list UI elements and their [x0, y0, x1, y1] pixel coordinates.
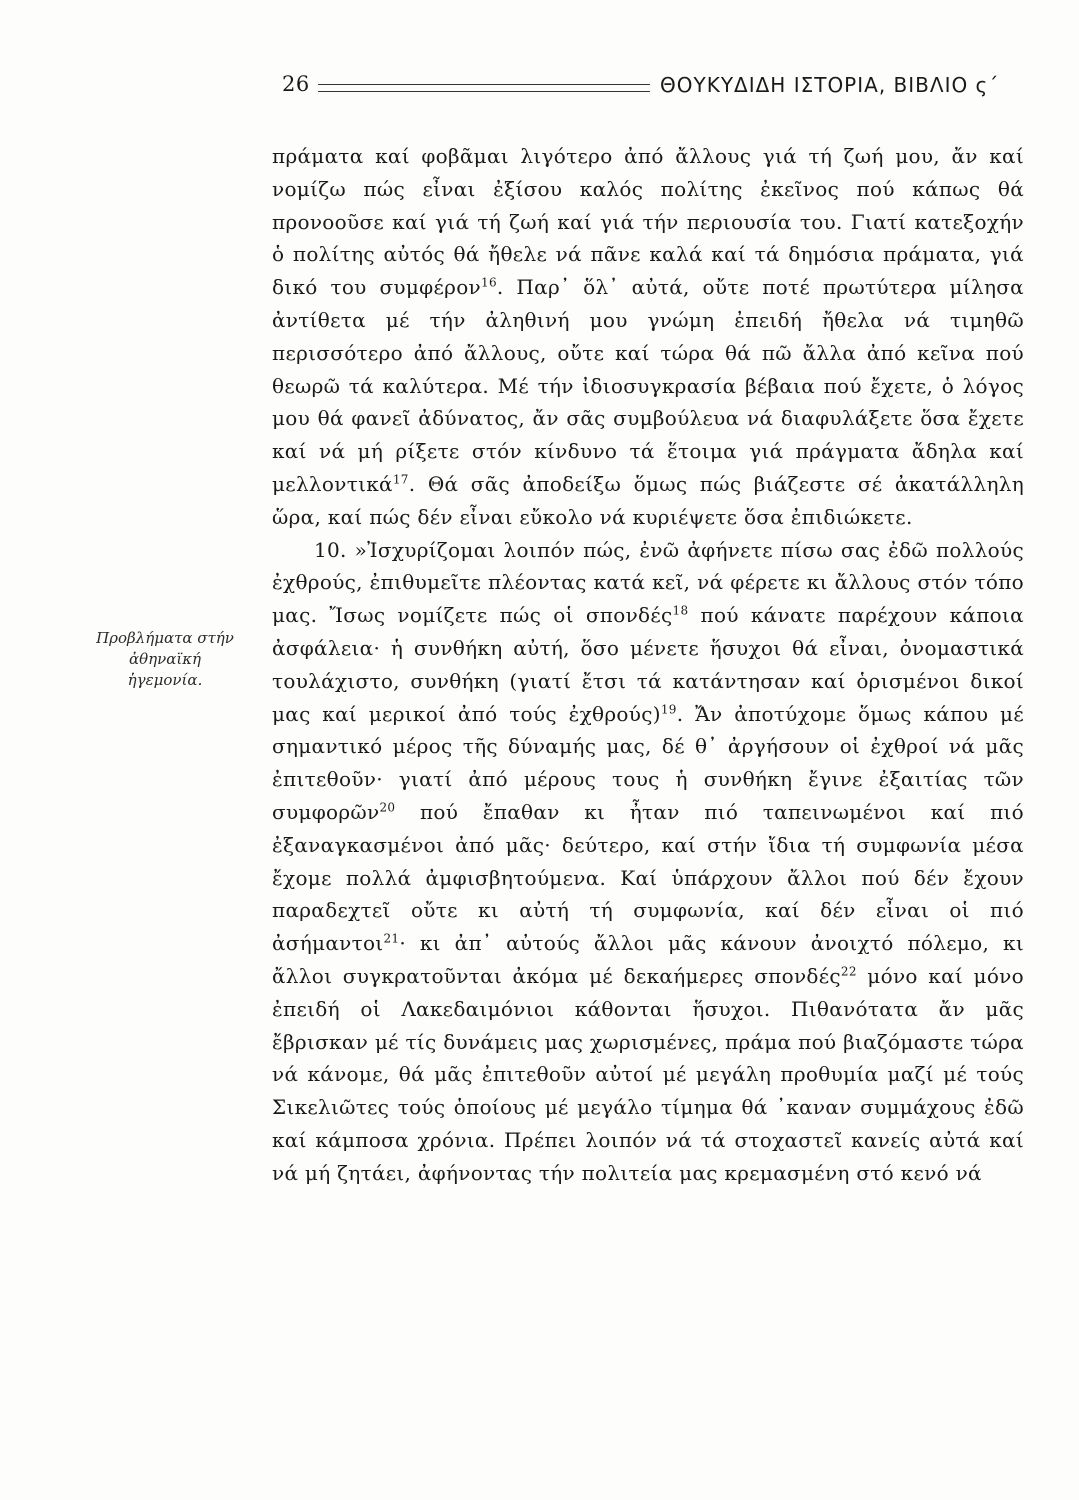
running-title: ΘΟΥΚΥΔΙΔΗ ΙΣΤΟΡΙΑ, ΒΙΒΛΙΟ ς΄ — [660, 73, 1000, 97]
paragraph-1 — [272, 140, 1024, 534]
footnote-ref: 21 — [383, 931, 400, 946]
header-rule — [318, 84, 650, 92]
paragraph-text: πού ἔπαθαν κι ἦταν πιό ταπεινωμένοι καί πιό ἐξαναγκασμένοι ἀπό μᾶς· δεύτερο, καί στήν ἴδια τή συμφωνία μέσα ἔχομε πολλά ἀμφισβητούμενα. Καί ὑπάρχουν ἄλλοι πού δέν ἔχουν παραδεχτεῖ οὔτε κι αὐτή τή συμφωνία, καί δέν εἶναι οἱ πιό ἀσήμαντοι — [272, 799, 1024, 956]
footnote-ref: 16 — [481, 275, 497, 290]
footnote-ref: 22 — [840, 964, 857, 979]
footnote-ref: 17 — [392, 472, 409, 487]
footnote-ref: 20 — [379, 800, 396, 815]
paragraph-text: · κι ἀπ᾽ αὐτούς ἄλλοι μᾶς κάνουν ἀνοιχτό πόλεμο, κι ἄλλοι συγκρατοῦνται ἀκόμα μέ δεκαήμερες σπονδές — [272, 931, 1024, 988]
paragraph-text: . Ἄν ἀποτύχομε ὅμως κάπου μέ σημαντικό μέρος τῆς δύναμής μας, δέ θ᾽ ἀργήσουν οἱ ἐχθροί νά μᾶς ἐπιτεθοῦν· γιατί ἀπό μέρους τους ἡ συνθήκη ἔγινε ἐξαιτίας τῶν συμφορῶν — [272, 701, 1025, 824]
paragraph-text: . Θά σᾶς ἀποδείξω ὅμως πώς βιάζεστε σέ ἀκατάλληλη ὥρα, καί πώς δέν εἶναι εὔκολο νά κυριέψετε ὅσα ἐπιδιώκετε. — [272, 471, 1024, 529]
paragraph-text: πού κάνατε παρέχουν κάποια ἀσφάλεια· ἡ συνθήκη αὐτή, ὅσο μένετε ἥσυχοι θά εἶναι, ὀνομαστικά τουλάχιστο, συνθήκη (γιατί ἔτσι τά κατάντησαν καί ὁρισμένοι δικοί μας καί μερικοί ἀπό τούς ἐχθρούς) — [272, 603, 1024, 726]
paragraph-text: 10. »Ἰσχυρίζομαι λοιπόν πώς, ἐνῶ ἀφήνετε πίσω σας ἐδῶ πολλούς ἐχθρούς, ἐπιθυμεῖτε πλέοντας κατά κεῖ, νά φέρετε κι ἄλλους στόν τόπο μας. Ἴσως νομίζετε πώς οἱ σπονδές — [272, 537, 1024, 628]
paragraph-text: . Παρ᾽ ὅλ᾽ αὐτά, οὔτε ποτέ πρωτύτερα μίλησα ἀντίθετα μέ τήν ἀληθινή μου γνώμη ἐπειδή ἤθελα νά τιμηθῶ περισσότερο ἀπό ἄλλους, οὔτε καί τώρα θά πῶ ἄλλα ἀπό κεῖνα πού θεωρῶ τά καλύτερα. Μέ τήν ἰδιοσυγκρασία βέβαια πού ἔχετε, ὁ λόγος μου θά φανεῖ ἀδύνατος, ἄν σᾶς συμβούλευα νά διαφυλάξετε ὅσα ἔχετε καί νά μή ρίξετε στόν κίνδυνο τά ἕτοιμα γιά πράγματα ἄδηλα καί μελλοντικά — [272, 275, 1024, 496]
body-text — [272, 140, 1024, 1190]
paragraph-text: μόνο καί μόνο ἐπειδή οἱ Λακεδαιμόνιοι κάθονται ἥσυχοι. Πιθανότατα ἄν μᾶς ἔβρισκαν μέ τίς δυνάμεις μας χωρισμένες, πράμα πού βιαζόμαστε τώρα νά κάνομε, θά μᾶς ἐπιτεθοῦν αὐτοί μέ μεγάλη προθυμία μαζί μέ τούς Σικελιῶτες τούς ὁποίους μέ μεγάλο τίμημα θά ᾽καναν συμμάχους ἐδῶ καί κάμποσα χρόνια. Πρέπει λοιπόν νά τά στοχαστεῖ κανείς αὐτά καί νά μή ζητάει, ἀφήνοντας τήν πολιτεία μας κρεμασμένη στό κενό νά — [272, 963, 1024, 1185]
page-number: 26 — [282, 72, 310, 96]
footnote-ref: 19 — [660, 701, 677, 716]
margin-note: Προβλήματα στήν ἀθηναϊκή ἡγεμονία. — [96, 629, 234, 689]
paragraph-text: πράματα καί φοβᾶμαι λιγότερο ἀπό ἄλλους γιά τή ζωή μου, ἄν καί νομίζω πώς εἶναι ἐξίσου καλός πολίτης ἐκεῖνος πού κάπως θά προνοοῦσε καί γιά τή ζωή καί γιά τήν περιουσία του. Γιατί κατεξοχήν ὁ πολίτης αὐτός θά ἤθελε νά πᾶνε καλά καί τά δημόσια πράματα, γιά δικό του συμφέρον — [272, 144, 1024, 300]
paragraph-10 — [272, 534, 1024, 1190]
footnote-ref: 18 — [672, 603, 689, 618]
